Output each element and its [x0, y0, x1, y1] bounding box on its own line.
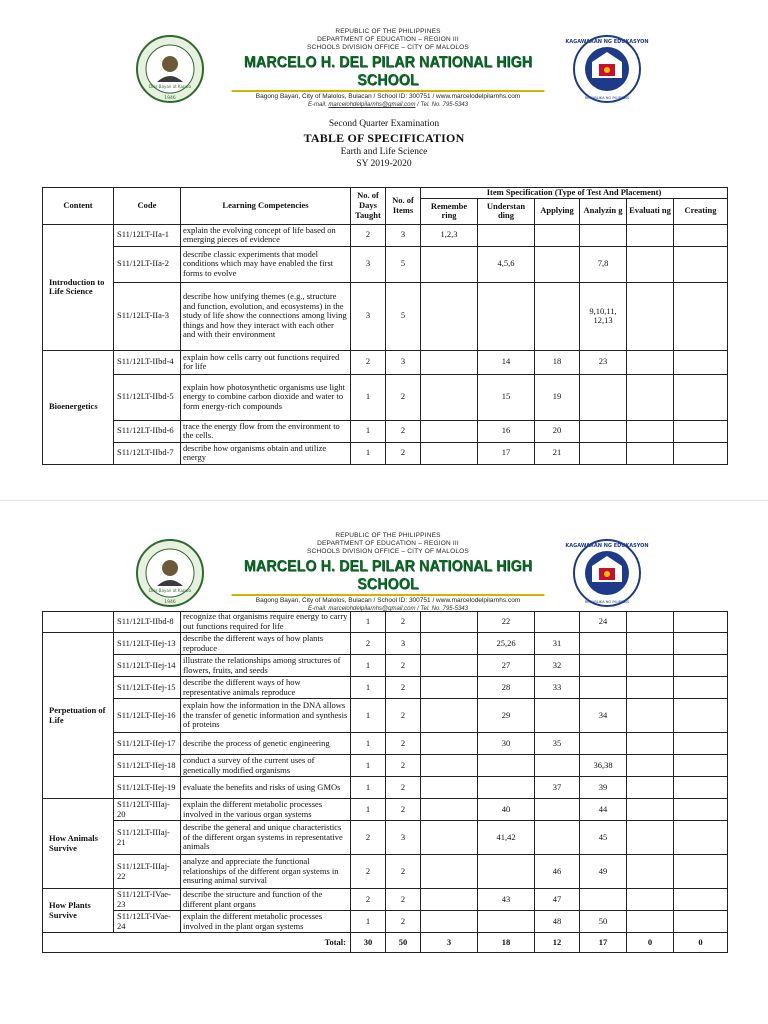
understanding-items: [478, 911, 535, 933]
analyzing-items: [580, 224, 627, 246]
analyzing-items: [580, 733, 627, 755]
learning-competency: evaluate the benefits and risks of using GMOs: [181, 777, 351, 799]
svg-text:Dios Bayan at Kapwa: Dios Bayan at Kapwa: [148, 84, 192, 89]
page-2: [0, 500, 768, 1024]
days-taught: 1: [351, 733, 386, 755]
understanding-items: [478, 855, 535, 889]
days-taught: 3: [351, 246, 386, 282]
total-days: 30: [351, 933, 386, 953]
competency-code: S11/12LT-IIIaj-21: [114, 821, 181, 855]
total-app: 12: [535, 933, 580, 953]
days-taught: 1: [351, 699, 386, 733]
days-taught: 2: [351, 633, 386, 655]
days-taught: 1: [351, 777, 386, 799]
creating-items: [674, 282, 728, 350]
content-area: [43, 612, 114, 633]
applying-items: [535, 755, 580, 777]
school-name: MARCELO H. DEL PILAR NATIONAL HIGH SCHOOL: [232, 558, 545, 596]
analyzing-items: 39: [580, 777, 627, 799]
table-row: [43, 282, 728, 350]
school-seal-icon: [135, 538, 205, 608]
days-taught: 1: [351, 442, 386, 464]
evaluating-items: [627, 282, 674, 350]
days-taught: 1: [351, 911, 386, 933]
item-count: 2: [386, 655, 421, 677]
creating-items: [674, 755, 728, 777]
school-contact: E-mail: marcelohdelpilarnhs@gmail.com / Tel. No. 795-5343: [308, 102, 468, 108]
creating-items: [674, 655, 728, 677]
evaluating-items: [627, 777, 674, 799]
table-row: [43, 677, 728, 699]
applying-items: [535, 612, 580, 633]
table-row: [43, 821, 728, 855]
remembering-items: [421, 889, 478, 911]
competency-code: S11/12LT-IIej-16: [114, 699, 181, 733]
competency-code: S11/12LT-IIej-17: [114, 733, 181, 755]
learning-competency: describe the process of genetic engineering: [181, 733, 351, 755]
remembering-items: [421, 246, 478, 282]
learning-competency: illustrate the relationships among structures of flowers, fruits, and seeds: [181, 655, 351, 677]
applying-items: 19: [535, 374, 580, 420]
analyzing-items: [580, 420, 627, 442]
creating-items: [674, 677, 728, 699]
learning-competency: explain the evolving concept of life based on emerging pieces of evidence: [181, 224, 351, 246]
competency-code: S11/12LT-IIbd-4: [114, 350, 181, 374]
applying-items: [535, 224, 580, 246]
analyzing-items: 49: [580, 855, 627, 889]
creating-items: [674, 612, 728, 633]
learning-competency: conduct a survey of the current uses of genetically modified organisms: [181, 755, 351, 777]
applying-items: [535, 282, 580, 350]
evaluating-items: [627, 677, 674, 699]
days-taught: 1: [351, 655, 386, 677]
analyzing-items: 50: [580, 911, 627, 933]
remembering-items: [421, 677, 478, 699]
item-count: 3: [386, 350, 421, 374]
creating-items: [674, 350, 728, 374]
remembering-items: [421, 655, 478, 677]
competency-code: S11/12LT-IIIaj-22: [114, 855, 181, 889]
page-title: TABLE OF SPECIFICATION: [303, 131, 465, 145]
svg-text:REPUBLIKA NG PILIPINAS: REPUBLIKA NG PILIPINAS: [584, 600, 630, 604]
applying-items: [535, 799, 580, 821]
understanding-items: 17: [478, 442, 535, 464]
creating-items: [674, 374, 728, 420]
understanding-items: [478, 777, 535, 799]
learning-competency: explain the different metabolic processes involved in the plant organ systems: [181, 911, 351, 933]
table-row: [43, 224, 728, 246]
applying-items: 37: [535, 777, 580, 799]
competency-code: S11/12LT-IIej-15: [114, 677, 181, 699]
remembering-items: [421, 733, 478, 755]
specification-table-2: [42, 611, 728, 953]
applying-items: 35: [535, 733, 580, 755]
school-contact: E-mail: marcelohdelpilarnhs@gmail.com / Tel. No. 795-5343: [308, 606, 468, 612]
analyzing-items: 24: [580, 612, 627, 633]
header-competencies: Learning Competencies: [181, 188, 351, 225]
learning-competency: analyze and appreciate the functional relationships of the different organ systems in ensuring animal survival: [181, 855, 351, 889]
letterhead-line1: REPUBLIC OF THE PHILIPPINES: [335, 28, 441, 35]
table-row: [43, 699, 728, 733]
school-address: Bagong Bayan, City of Malolos, Bulacan / School ID: 300751 / www.marcelodelpilarnhs.com: [255, 597, 521, 604]
learning-competency: describe classic experiments that model conditions which may have enabled the first forms to evolve: [181, 246, 351, 282]
total-ana: 17: [580, 933, 627, 953]
remembering-items: [421, 755, 478, 777]
letterhead-line1: REPUBLIC OF THE PHILIPPINES: [335, 532, 441, 539]
analyzing-items: 45: [580, 821, 627, 855]
item-count: 2: [386, 442, 421, 464]
learning-competency: describe the general and unique characteristics of the different organ systems in representative animals: [181, 821, 351, 855]
creating-items: [674, 699, 728, 733]
learning-competency: describe how organisms obtain and utilize energy: [181, 442, 351, 464]
item-count: 2: [386, 755, 421, 777]
creating-items: [674, 633, 728, 655]
understanding-items: 27: [478, 655, 535, 677]
school-seal-icon: [135, 34, 205, 104]
creating-items: [674, 420, 728, 442]
learning-competency: recognize that organisms require energy to carry out functions required for life: [181, 612, 351, 633]
applying-items: 21: [535, 442, 580, 464]
header-days: No. of Days Taught: [351, 188, 386, 225]
item-count: 2: [386, 889, 421, 911]
total-eva: 0: [627, 933, 674, 953]
remembering-items: [421, 911, 478, 933]
table-row: [43, 755, 728, 777]
creating-items: [674, 442, 728, 464]
understanding-items: [478, 755, 535, 777]
days-taught: 3: [351, 282, 386, 350]
remembering-items: [421, 699, 478, 733]
understanding-items: 15: [478, 374, 535, 420]
analyzing-items: 44: [580, 799, 627, 821]
letterhead-line3: SCHOOLS DIVISION OFFICE – CITY OF MALOLOS: [307, 44, 469, 51]
understanding-items: 30: [478, 733, 535, 755]
svg-text:1946: 1946: [164, 600, 176, 605]
competency-code: S11/12LT-IIej-14: [114, 655, 181, 677]
competency-code: S11/12LT-IIa-1: [114, 224, 181, 246]
remembering-items: [421, 855, 478, 889]
svg-text:KAGAWARAN NG EDUKASYON: KAGAWARAN NG EDUKASYON: [565, 39, 649, 45]
item-count: 3: [386, 821, 421, 855]
creating-items: [674, 246, 728, 282]
remembering-items: [421, 420, 478, 442]
letterhead: [0, 532, 768, 612]
understanding-items: 29: [478, 699, 535, 733]
days-taught: 2: [351, 821, 386, 855]
table-row: [43, 733, 728, 755]
competency-code: S11/12LT-IIej-19: [114, 777, 181, 799]
item-count: 3: [386, 224, 421, 246]
applying-items: 31: [535, 633, 580, 655]
school-address: Bagong Bayan, City of Malolos, Bulacan / School ID: 300751 / www.marcelodelpilarnhs.com: [255, 93, 521, 100]
applying-items: 18: [535, 350, 580, 374]
table-row: [43, 350, 728, 374]
item-count: 2: [386, 374, 421, 420]
svg-text:Dios Bayan at Kapwa: Dios Bayan at Kapwa: [148, 588, 192, 593]
evaluating-items: [627, 374, 674, 420]
table-row: [43, 777, 728, 799]
evaluating-items: [627, 855, 674, 889]
learning-competency: explain how cells carry out functions required for life: [181, 350, 351, 374]
header-items: No. of Items: [386, 188, 421, 225]
item-count: 3: [386, 633, 421, 655]
understanding-items: 14: [478, 350, 535, 374]
competency-code: S11/12LT-IIa-2: [114, 246, 181, 282]
letterhead-line2: DEPARTMENT OF EDUCATION – REGION III: [317, 36, 459, 43]
creating-items: [674, 889, 728, 911]
days-taught: 1: [351, 612, 386, 633]
table-row: [43, 246, 728, 282]
learning-competency: explain the different metabolic processes involved in the various organ systems: [181, 799, 351, 821]
evaluating-items: [627, 420, 674, 442]
header-code: Code: [114, 188, 181, 225]
days-taught: 2: [351, 350, 386, 374]
creating-items: [674, 799, 728, 821]
understanding-items: 43: [478, 889, 535, 911]
school-year: SY 2019-2020: [356, 159, 412, 169]
evaluating-items: [627, 799, 674, 821]
header-remembering: Remembe ring: [421, 198, 478, 224]
understanding-items: 41,42: [478, 821, 535, 855]
letterhead-line3: SCHOOLS DIVISION OFFICE – CITY OF MALOLOS: [307, 548, 469, 555]
table-row: [43, 855, 728, 889]
deped-seal-icon: [565, 34, 649, 104]
item-count: 2: [386, 612, 421, 633]
analyzing-items: 34: [580, 699, 627, 733]
item-count: 2: [386, 677, 421, 699]
applying-items: [535, 246, 580, 282]
analyzing-items: 23: [580, 350, 627, 374]
applying-items: 20: [535, 420, 580, 442]
evaluating-items: [627, 633, 674, 655]
analyzing-items: [580, 655, 627, 677]
table-row: [43, 374, 728, 420]
school-name: MARCELO H. DEL PILAR NATIONAL HIGH SCHOOL: [232, 54, 545, 92]
table-row: [43, 655, 728, 677]
understanding-items: [478, 224, 535, 246]
competency-code: S11/12LT-IIbd-6: [114, 420, 181, 442]
table-row: [43, 633, 728, 655]
analyzing-items: [580, 677, 627, 699]
header-creating: Creating: [674, 198, 728, 224]
evaluating-items: [627, 821, 674, 855]
remembering-items: [421, 799, 478, 821]
svg-text:KAGAWARAN NG EDUKASYON: KAGAWARAN NG EDUKASYON: [565, 543, 649, 549]
analyzing-items: 9,10,11, 12,13: [580, 282, 627, 350]
applying-items: 48: [535, 911, 580, 933]
header-analyzing: Analyzin g: [580, 198, 627, 224]
creating-items: [674, 911, 728, 933]
competency-code: S11/12LT-IVae-23: [114, 889, 181, 911]
header-evaluating: Evaluati ng: [627, 198, 674, 224]
item-count: 5: [386, 282, 421, 350]
evaluating-items: [627, 246, 674, 282]
remembering-items: [421, 633, 478, 655]
table-row: [43, 911, 728, 933]
letterhead-line2: DEPARTMENT OF EDUCATION – REGION III: [317, 540, 459, 547]
days-taught: 1: [351, 755, 386, 777]
remembering-items: [421, 821, 478, 855]
total-cre: 0: [674, 933, 728, 953]
total-und: 18: [478, 933, 535, 953]
creating-items: [674, 821, 728, 855]
competency-code: S11/12LT-IVae-24: [114, 911, 181, 933]
table-row: [43, 889, 728, 911]
creating-items: [674, 777, 728, 799]
document-titles: [0, 118, 768, 170]
analyzing-items: 7,8: [580, 246, 627, 282]
item-count: 2: [386, 699, 421, 733]
item-count: 2: [386, 777, 421, 799]
competency-code: S11/12LT-IIbd-5: [114, 374, 181, 420]
evaluating-items: [627, 655, 674, 677]
svg-text:REPUBLIKA NG PILIPINAS: REPUBLIKA NG PILIPINAS: [584, 96, 630, 100]
header-applying: Applying: [535, 198, 580, 224]
understanding-items: 28: [478, 677, 535, 699]
content-area: Perpetuation of Life: [43, 633, 114, 799]
evaluating-items: [627, 350, 674, 374]
competency-code: S11/12LT-IIIaj-20: [114, 799, 181, 821]
applying-items: 32: [535, 655, 580, 677]
learning-competency: describe the different ways of how representative animals reproduce: [181, 677, 351, 699]
creating-items: [674, 733, 728, 755]
learning-competency: trace the energy flow from the environment to the cells.: [181, 420, 351, 442]
deped-seal-icon: [565, 538, 649, 608]
total-rem: 3: [421, 933, 478, 953]
subject-title: Earth and Life Science: [340, 147, 428, 157]
learning-competency: describe how unifying themes (e.g., structure and function, evolution, and ecosystems) in the study of life show the connections among living things and how they interact with each other and with their environment: [181, 282, 351, 350]
understanding-items: 40: [478, 799, 535, 821]
understanding-items: 16: [478, 420, 535, 442]
applying-items: [535, 821, 580, 855]
page-1: [0, 0, 768, 500]
learning-competency: describe the structure and function of the different plant organs: [181, 889, 351, 911]
remembering-items: [421, 282, 478, 350]
applying-items: [535, 699, 580, 733]
understanding-items: 22: [478, 612, 535, 633]
letterhead: [0, 28, 768, 108]
table-row: [43, 420, 728, 442]
remembering-items: [421, 442, 478, 464]
creating-items: [674, 855, 728, 889]
days-taught: 1: [351, 677, 386, 699]
learning-competency: explain how photosynthetic organisms use light energy to combine carbon dioxide and water to form energy-rich compounds: [181, 374, 351, 420]
remembering-items: [421, 777, 478, 799]
header-understanding: Understan ding: [478, 198, 535, 224]
learning-competency: explain how the information in the DNA allows the transfer of genetic information and synthesis of proteins: [181, 699, 351, 733]
understanding-items: 4,5,6: [478, 246, 535, 282]
evaluating-items: [627, 911, 674, 933]
applying-items: 46: [535, 855, 580, 889]
content-area: How Animals Survive: [43, 799, 114, 889]
days-taught: 2: [351, 889, 386, 911]
header-item-spec: Item Specification (Type of Test And Placement): [421, 188, 728, 199]
competency-code: S11/12LT-IIbd-8: [114, 612, 181, 633]
creating-items: [674, 224, 728, 246]
days-taught: 2: [351, 855, 386, 889]
evaluating-items: [627, 699, 674, 733]
table-row: [43, 442, 728, 464]
item-count: 2: [386, 855, 421, 889]
learning-competency: describe the different ways of how plants reproduce: [181, 633, 351, 655]
understanding-items: [478, 282, 535, 350]
evaluating-items: [627, 755, 674, 777]
svg-text:1946: 1946: [164, 96, 176, 101]
total-label: Total:: [43, 933, 351, 953]
remembering-items: [421, 374, 478, 420]
analyzing-items: [580, 889, 627, 911]
analyzing-items: [580, 633, 627, 655]
total-row: [43, 933, 728, 953]
remembering-items: [421, 612, 478, 633]
item-count: 2: [386, 733, 421, 755]
content-area: Bioenergetics: [43, 350, 114, 464]
item-count: 2: [386, 420, 421, 442]
header-content: Content: [43, 188, 114, 225]
table-row: [43, 799, 728, 821]
remembering-items: [421, 350, 478, 374]
analyzing-items: [580, 374, 627, 420]
analyzing-items: 36,38: [580, 755, 627, 777]
item-count: 2: [386, 799, 421, 821]
days-taught: 1: [351, 799, 386, 821]
content-area: How Plants Survive: [43, 889, 114, 933]
days-taught: 1: [351, 420, 386, 442]
evaluating-items: [627, 612, 674, 633]
evaluating-items: [627, 889, 674, 911]
remembering-items: 1,2,3: [421, 224, 478, 246]
competency-code: S11/12LT-IIbd-7: [114, 442, 181, 464]
applying-items: 47: [535, 889, 580, 911]
evaluating-items: [627, 442, 674, 464]
exam-title: Second Quarter Examination: [328, 119, 440, 129]
evaluating-items: [627, 733, 674, 755]
competency-code: S11/12LT-IIej-18: [114, 755, 181, 777]
competency-code: S11/12LT-IIa-3: [114, 282, 181, 350]
evaluating-items: [627, 224, 674, 246]
days-taught: 2: [351, 224, 386, 246]
content-area: Introduction to Life Science: [43, 224, 114, 350]
analyzing-items: [580, 442, 627, 464]
days-taught: 1: [351, 374, 386, 420]
understanding-items: 25,26: [478, 633, 535, 655]
competency-code: S11/12LT-IIej-13: [114, 633, 181, 655]
specification-table-1: [42, 187, 728, 465]
applying-items: 33: [535, 677, 580, 699]
item-count: 2: [386, 911, 421, 933]
table-row: [43, 612, 728, 633]
item-count: 5: [386, 246, 421, 282]
total-items: 50: [386, 933, 421, 953]
